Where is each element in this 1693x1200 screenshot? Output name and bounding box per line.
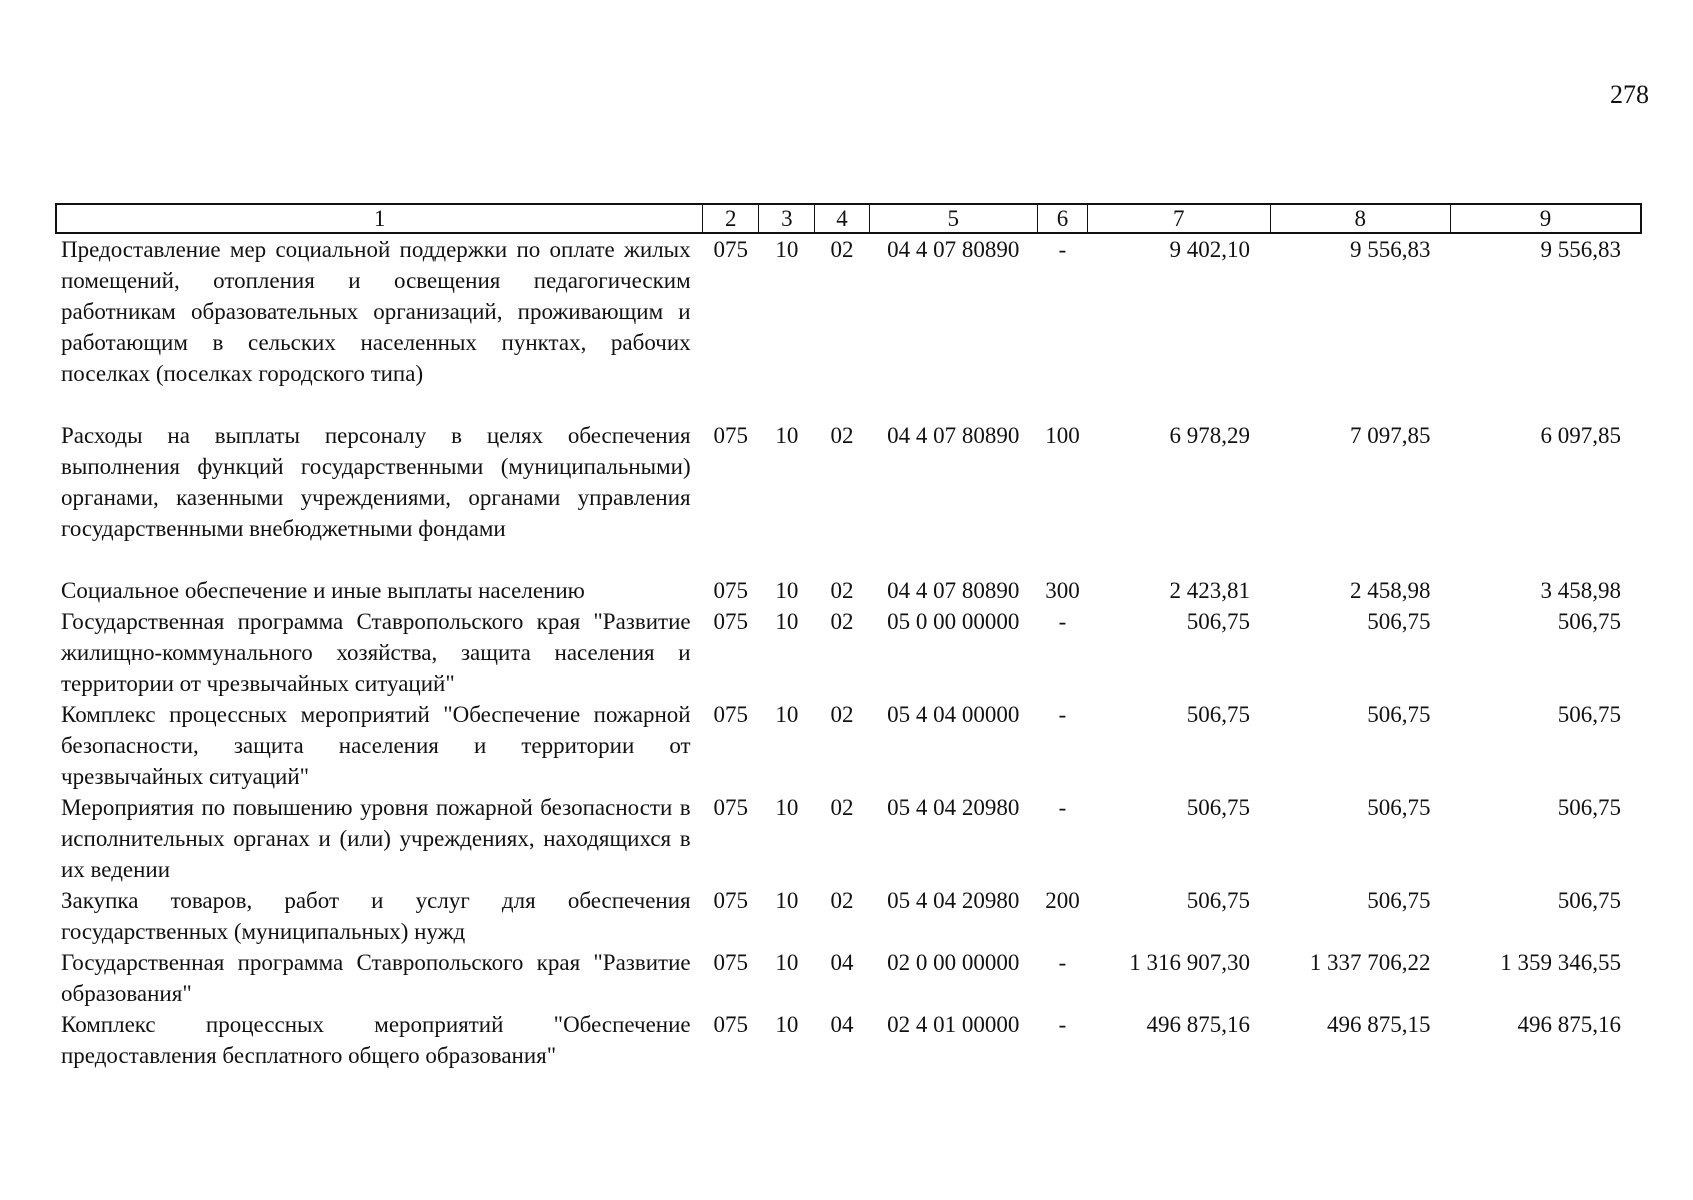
row-amount-8: 506,75 <box>1367 609 1431 634</box>
row-ministry-code: 075 <box>713 950 748 975</box>
row-amount-9: 1 359 346,55 <box>1500 950 1621 975</box>
row-expense-type: - <box>1058 1012 1067 1037</box>
row-name: Комплекс процессных мероприятий "Обеспечение предоставления бесплатного общего образования" <box>61 1012 691 1068</box>
row-amount-9: 9 556,83 <box>1540 237 1621 262</box>
table-row <box>56 885 1641 947</box>
row-ministry-code: 075 <box>713 795 748 820</box>
row-expense-type: - <box>1058 795 1067 820</box>
table-row <box>56 792 1641 885</box>
row-section-code: 10 <box>775 1012 799 1037</box>
table-row <box>56 575 1641 606</box>
row-section-code: 10 <box>775 423 799 448</box>
row-amount-8: 506,75 <box>1367 702 1431 727</box>
row-section-code: 10 <box>775 950 799 975</box>
table-row <box>56 699 1641 792</box>
row-target-article: 04 4 07 80890 <box>887 578 1020 603</box>
row-amount-7: 506,75 <box>1186 702 1251 727</box>
row-target-article: 04 4 07 80890 <box>887 423 1020 448</box>
page-number: 278 <box>1610 80 1649 109</box>
row-amount-8: 2 458,98 <box>1349 578 1431 603</box>
row-subsection-code: 02 <box>830 578 854 603</box>
row-ministry-code: 075 <box>713 578 748 603</box>
row-amount-7: 506,75 <box>1186 609 1251 634</box>
row-ministry-code: 075 <box>713 237 748 262</box>
row-amount-9: 506,75 <box>1557 795 1621 820</box>
row-expense-type: - <box>1058 950 1067 975</box>
row-amount-7: 2 423,81 <box>1169 578 1251 603</box>
row-expense-type: - <box>1058 702 1067 727</box>
table-row <box>56 233 1641 420</box>
row-amount-9: 6 097,85 <box>1540 423 1621 448</box>
row-amount-7: 506,75 <box>1186 795 1251 820</box>
row-amount-8: 1 337 706,22 <box>1309 950 1431 975</box>
table-row <box>56 1009 1641 1071</box>
row-amount-7: 9 402,10 <box>1169 237 1251 262</box>
row-amount-8: 9 556,83 <box>1349 237 1431 262</box>
row-target-article: 02 4 01 00000 <box>887 1012 1020 1037</box>
row-expense-type: 300 <box>1045 578 1080 603</box>
row-name: Комплекс процессных мероприятий "Обеспечение пожарной безопасности, защита населения и территории от чрезвычайных ситуаций" <box>61 702 691 789</box>
row-expense-type: 200 <box>1045 888 1080 913</box>
row-target-article: 05 0 00 00000 <box>887 609 1020 634</box>
budget-table <box>55 203 1642 1071</box>
header-cell-4: 4 <box>815 204 869 233</box>
row-target-article: 05 4 04 00000 <box>887 702 1020 727</box>
row-amount-9: 506,75 <box>1557 609 1621 634</box>
header-cell-1: 1 <box>56 204 703 233</box>
row-subsection-code: 02 <box>830 888 854 913</box>
row-section-code: 10 <box>775 578 799 603</box>
row-subsection-code: 02 <box>830 795 854 820</box>
row-name: Предоставление мер социальной поддержки по оплате жилых помещений, отопления и освещения педагогическим работникам образовательных организаций, проживающим и работающим в сельских населенных пунктах, рабочих поселках (поселках городского типа) <box>61 237 691 386</box>
row-ministry-code: 075 <box>713 888 748 913</box>
table-row <box>56 947 1641 1009</box>
row-amount-8: 496 875,15 <box>1326 1012 1431 1037</box>
row-section-code: 10 <box>775 609 799 634</box>
row-expense-type: - <box>1058 609 1067 634</box>
row-subsection-code: 04 <box>830 950 854 975</box>
row-ministry-code: 075 <box>713 423 748 448</box>
row-section-code: 10 <box>775 702 799 727</box>
row-subsection-code: 02 <box>830 702 854 727</box>
header-cell-9: 9 <box>1450 204 1641 233</box>
header-cell-5: 5 <box>869 204 1037 233</box>
row-expense-type: 100 <box>1045 423 1080 448</box>
header-cell-2: 2 <box>703 204 759 233</box>
row-ministry-code: 075 <box>713 609 748 634</box>
row-subsection-code: 02 <box>830 609 854 634</box>
header-cell-3: 3 <box>759 204 815 233</box>
row-name: Закупка товаров, работ и услуг для обеспечения государственных (муниципальных) нужд <box>61 888 691 944</box>
table-row <box>56 420 1641 575</box>
row-subsection-code: 02 <box>830 237 854 262</box>
row-expense-type: - <box>1058 237 1067 262</box>
row-amount-8: 506,75 <box>1367 888 1431 913</box>
row-subsection-code: 04 <box>830 1012 854 1037</box>
row-amount-7: 6 978,29 <box>1169 423 1251 448</box>
row-target-article: 05 4 04 20980 <box>887 888 1020 913</box>
row-amount-9: 3 458,98 <box>1540 578 1621 603</box>
header-row <box>56 204 1641 233</box>
header-cell-7: 7 <box>1088 204 1270 233</box>
row-target-article: 05 4 04 20980 <box>887 795 1020 820</box>
header-cell-8: 8 <box>1270 204 1450 233</box>
row-ministry-code: 075 <box>713 702 748 727</box>
row-amount-7: 496 875,16 <box>1146 1012 1251 1037</box>
row-section-code: 10 <box>775 237 799 262</box>
row-name: Расходы на выплаты персоналу в целях обеспечения выполнения функций государственными (муниципальными) органами, казенными учреждениями, органами управления государственными внебюджетными фондами <box>61 423 691 541</box>
row-target-article: 02 0 00 00000 <box>887 950 1020 975</box>
row-amount-7: 506,75 <box>1186 888 1251 913</box>
row-section-code: 10 <box>775 795 799 820</box>
row-name: Социальное обеспечение и иные выплаты населению <box>61 578 585 603</box>
row-amount-8: 506,75 <box>1367 795 1431 820</box>
row-name: Государственная программа Ставропольского края "Развитие образования" <box>61 950 691 1006</box>
row-subsection-code: 02 <box>830 423 854 448</box>
row-amount-8: 7 097,85 <box>1349 423 1431 448</box>
row-name: Мероприятия по повышению уровня пожарной безопасности в исполнительных органах и (или) учреждениях, находящихся в их ведении <box>61 795 691 882</box>
row-ministry-code: 075 <box>713 1012 748 1037</box>
row-amount-9: 506,75 <box>1557 702 1621 727</box>
header-cell-6: 6 <box>1037 204 1087 233</box>
row-section-code: 10 <box>775 888 799 913</box>
row-amount-7: 1 316 907,30 <box>1129 950 1251 975</box>
table-row <box>56 606 1641 699</box>
row-amount-9: 496 875,16 <box>1517 1012 1621 1037</box>
row-target-article: 04 4 07 80890 <box>887 237 1020 262</box>
row-name: Государственная программа Ставропольского края "Развитие жилищно-коммунального хозяйства, защита населения и территории от чрезвычайных ситуаций" <box>61 609 691 696</box>
row-amount-9: 506,75 <box>1557 888 1621 913</box>
